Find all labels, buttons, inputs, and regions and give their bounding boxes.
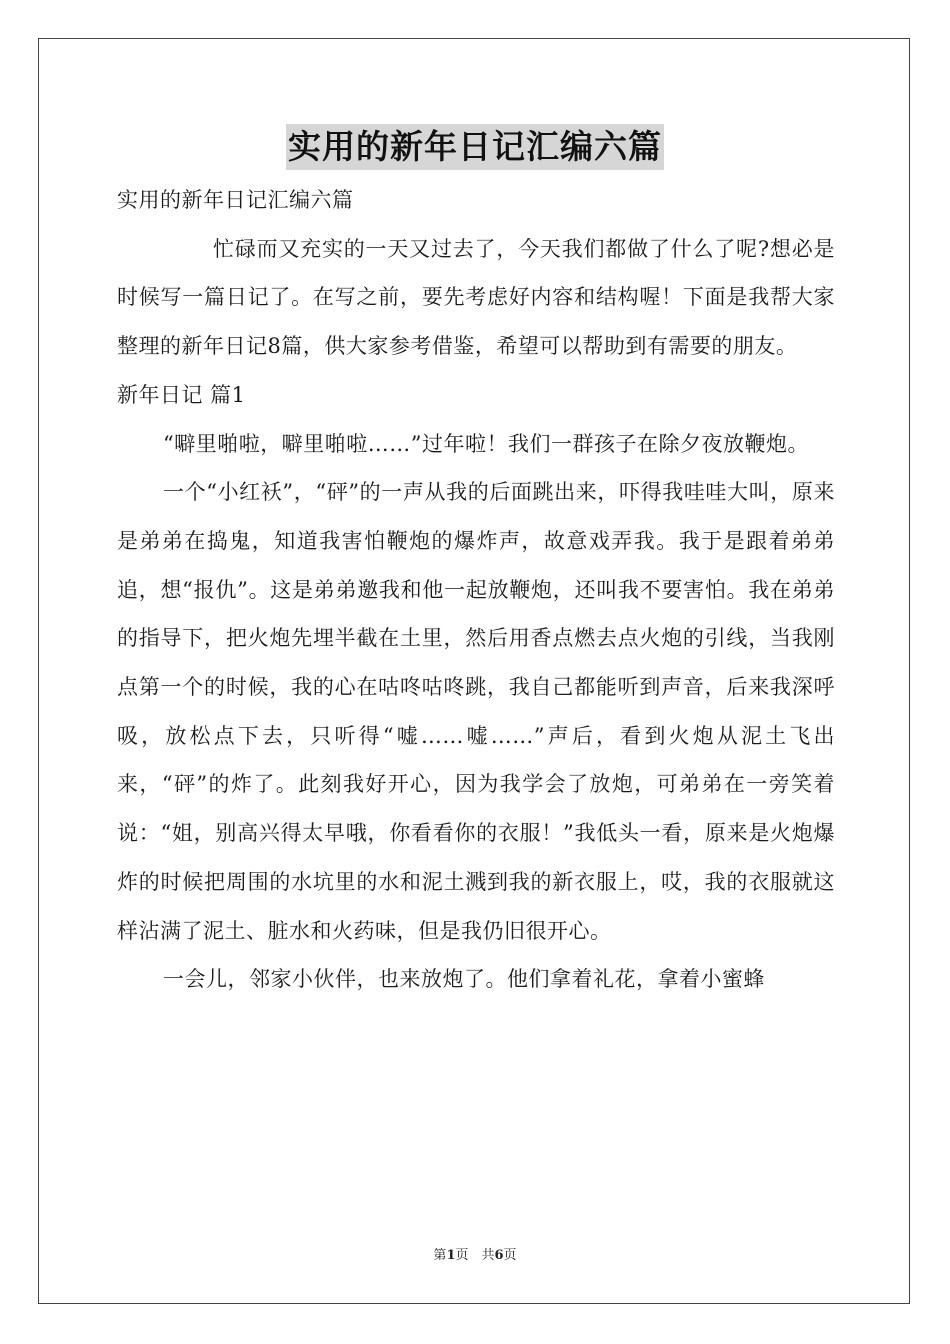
- footer-mid: 页 共: [455, 1248, 495, 1263]
- footer-current-page: 1: [446, 1248, 456, 1263]
- title-container: [0, 124, 950, 170]
- document-body: [117, 176, 835, 1004]
- paragraph-1: “噼里啪啦，噼里啪啦……”过年啦！我们一群孩子在除夕夜放鞭炮。: [163, 431, 809, 456]
- section-heading: 新年日记 篇1: [117, 382, 246, 407]
- footer-total-pages: 6: [494, 1248, 504, 1263]
- page-footer: [0, 1247, 950, 1265]
- footer-suffix: 页: [503, 1248, 517, 1263]
- document-title: 实用的新年日记汇编六篇: [286, 124, 664, 170]
- intro-paragraph: 忙碌而又充实的一天又过去了，今天我们都做了什么了呢?想必是时候写一篇日记了。在写之前，要先考虑好内容和结构喔！下面是我帮大家整理的新年日记8篇，供大家参考借鉴，希望可以帮助到有需要的朋友。: [117, 236, 835, 359]
- footer-prefix: 第: [433, 1248, 447, 1263]
- subtitle: 实用的新年日记汇编六篇: [117, 188, 354, 212]
- paragraph-2: 一个“小红袄”，“砰”的一声从我的后面跳出来，吓得我哇哇大叫，原来是弟弟在捣鬼，知道我害怕鞭炮的爆炸声，故意戏弄我。我于是跟着弟弟追，想“报仇”。这是弟弟邀我和他一起放鞭炮，还叫我不要害怕。我在弟弟的指导下，把火炮先埋半截在土里，然后用香点燃去点火炮的引线，当我刚点第一个的时候，我的心在咕咚咕咚跳，我自己都能听到声音，后来我深呼吸，放松点下去，只听得“嘘……嘘……”声后，看到火炮从泥土飞出来，“砰”的炸了。此刻我好开心，因为我学会了放炮，可弟弟在一旁笑着说：“姐，别高兴得太早哦，你看看你的衣服！”我低头一看，原来是火炮爆炸的时候把周围的水坑里的水和泥土溅到我的新衣服上，哎，我的衣服就这样沾满了泥土、脏水和火药味，但是我仍旧很开心。: [117, 480, 835, 943]
- paragraph-3: 一会儿，邻家小伙伴，也来放炮了。他们拿着礼花，拿着小蜜蜂: [163, 967, 765, 992]
